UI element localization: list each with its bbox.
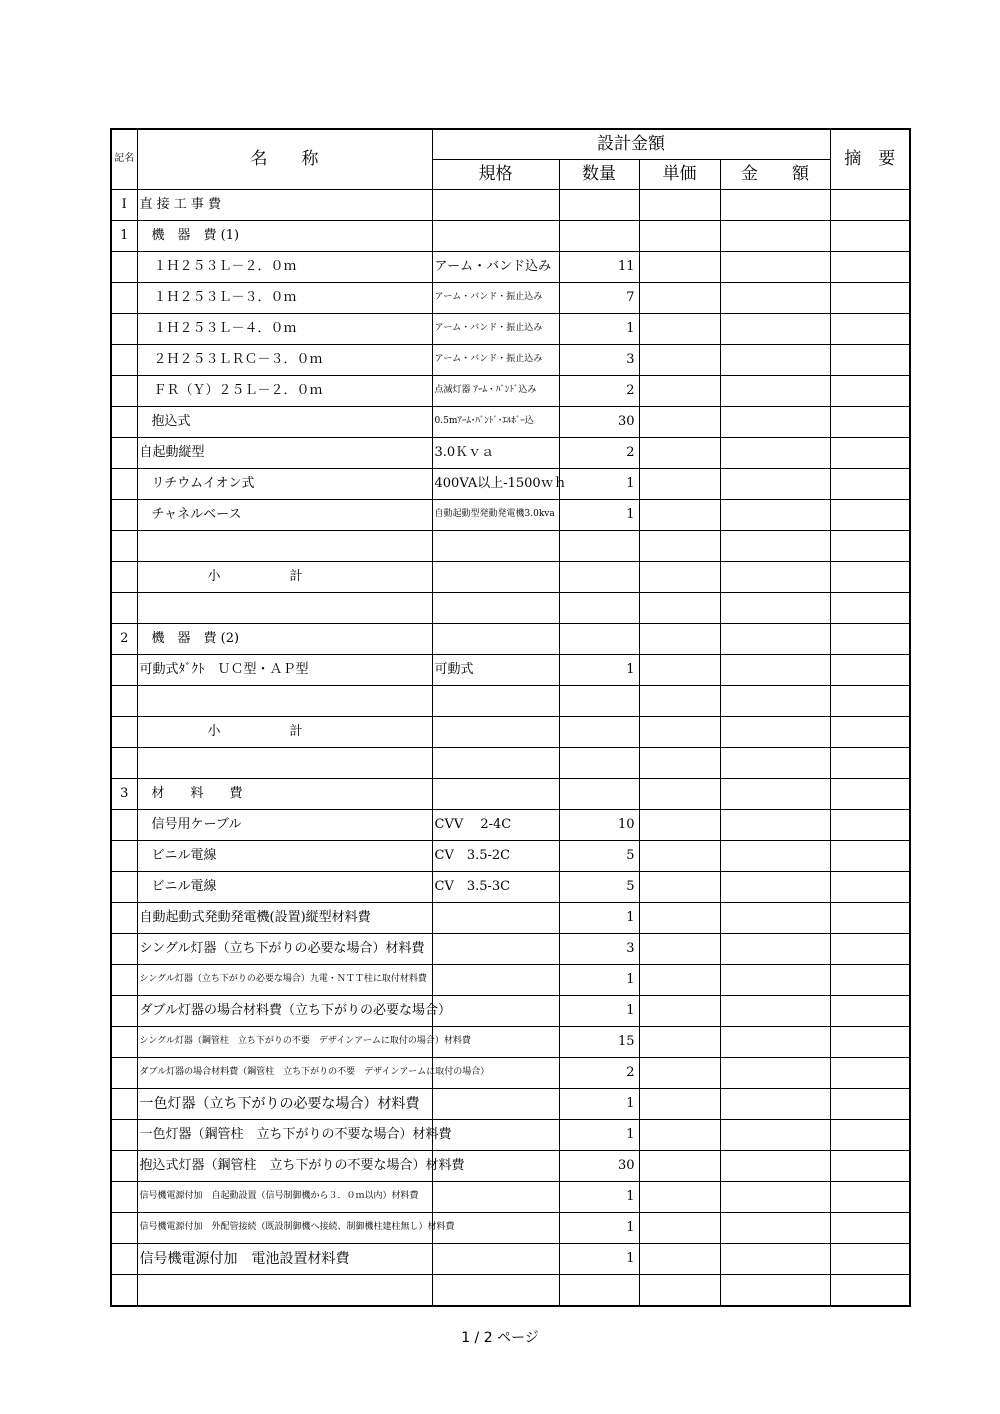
row-unit-price bbox=[639, 282, 720, 313]
row-spec bbox=[432, 1243, 559, 1274]
row-number bbox=[111, 654, 137, 685]
row-spec: CVV 2-4C bbox=[432, 809, 559, 840]
header-name: 名 称 bbox=[137, 129, 432, 189]
row-qty: 1 bbox=[559, 964, 639, 995]
page-indicator: 1 / 2 ページ bbox=[461, 1330, 539, 1346]
row-name bbox=[137, 747, 432, 778]
row-spec: 点滅灯器 ｱｰﾑ・ﾊﾞﾝﾄﾞ込み bbox=[432, 375, 559, 406]
row-amount bbox=[720, 592, 830, 623]
table-row bbox=[111, 1119, 910, 1150]
row-unit-price bbox=[639, 840, 720, 871]
row-unit-price bbox=[639, 1274, 720, 1306]
row-remarks bbox=[830, 375, 910, 406]
row-amount bbox=[720, 654, 830, 685]
table-row bbox=[111, 933, 910, 964]
row-number: 3 bbox=[111, 778, 137, 809]
row-spec bbox=[432, 530, 559, 561]
table-row bbox=[111, 1243, 910, 1274]
row-remarks bbox=[830, 1026, 910, 1057]
row-remarks bbox=[830, 189, 910, 220]
row-spec bbox=[432, 1274, 559, 1306]
header-kimei: 記名 bbox=[111, 129, 137, 189]
header-spec: 規格 bbox=[432, 159, 559, 189]
row-name: シングル灯器（立ち下がりの必要な場合）九電・ＮＴＴ柱に取付材料費 bbox=[137, 964, 432, 995]
row-qty: 1 bbox=[559, 468, 639, 499]
row-qty: 1 bbox=[559, 995, 639, 1026]
table-row bbox=[111, 778, 910, 809]
row-unit-price bbox=[639, 902, 720, 933]
row-amount bbox=[720, 1119, 830, 1150]
row-unit-price bbox=[639, 1181, 720, 1212]
row-qty: 1 bbox=[559, 1212, 639, 1243]
row-unit-price bbox=[639, 654, 720, 685]
row-qty: 2 bbox=[559, 1057, 639, 1088]
table-row bbox=[111, 840, 910, 871]
row-remarks bbox=[830, 344, 910, 375]
row-remarks bbox=[830, 1119, 910, 1150]
row-number bbox=[111, 809, 137, 840]
row-unit-price bbox=[639, 871, 720, 902]
row-name: 信号機電源付加 自起動設置（信号制御機から３．０ｍ以内）材料費 bbox=[137, 1181, 432, 1212]
row-unit-price bbox=[639, 592, 720, 623]
row-qty: 1 bbox=[559, 1119, 639, 1150]
row-spec: アーム・バンド・振止込み bbox=[432, 344, 559, 375]
table-row bbox=[111, 561, 910, 592]
row-number bbox=[111, 840, 137, 871]
row-remarks bbox=[830, 499, 910, 530]
row-number bbox=[111, 1088, 137, 1119]
row-amount bbox=[720, 530, 830, 561]
row-unit-price bbox=[639, 1119, 720, 1150]
row-name: ダブル灯器の場合材料費（鋼管柱 立ち下がりの不要 デザインアームに取付の場合） bbox=[137, 1057, 432, 1088]
row-number bbox=[111, 871, 137, 902]
row-qty: 10 bbox=[559, 809, 639, 840]
row-number bbox=[111, 902, 137, 933]
row-unit-price bbox=[639, 809, 720, 840]
table-row bbox=[111, 1274, 910, 1306]
row-amount bbox=[720, 809, 830, 840]
row-number bbox=[111, 1212, 137, 1243]
row-number bbox=[111, 716, 137, 747]
row-unit-price bbox=[639, 313, 720, 344]
row-spec: 400VA以上-1500ｗｈ bbox=[432, 468, 559, 499]
row-spec: アーム・バンド・振止込み bbox=[432, 313, 559, 344]
row-qty: 3 bbox=[559, 933, 639, 964]
row-name: ２Ｈ２５３ＬＲＣ－３．０ｍ bbox=[137, 344, 432, 375]
row-qty: 15 bbox=[559, 1026, 639, 1057]
row-amount bbox=[720, 406, 830, 437]
row-name: ビニル電線 bbox=[137, 871, 432, 902]
row-spec: CV 3.5-3C bbox=[432, 871, 559, 902]
row-qty: 2 bbox=[559, 437, 639, 468]
row-name bbox=[137, 530, 432, 561]
row-spec bbox=[432, 1088, 559, 1119]
row-unit-price bbox=[639, 437, 720, 468]
row-qty bbox=[559, 623, 639, 654]
row-remarks bbox=[830, 1150, 910, 1181]
row-name: リチウムイオン式 bbox=[137, 468, 432, 499]
table-row bbox=[111, 1212, 910, 1243]
row-number bbox=[111, 995, 137, 1026]
row-amount bbox=[720, 499, 830, 530]
row-unit-price bbox=[639, 964, 720, 995]
row-spec bbox=[432, 778, 559, 809]
row-remarks bbox=[830, 313, 910, 344]
table-row bbox=[111, 809, 910, 840]
row-number bbox=[111, 1150, 137, 1181]
row-spec: アーム・バンド・振止込み bbox=[432, 282, 559, 313]
row-unit-price bbox=[639, 1057, 720, 1088]
row-spec bbox=[432, 747, 559, 778]
row-unit-price bbox=[639, 1026, 720, 1057]
table-row bbox=[111, 189, 910, 220]
row-qty: 1 bbox=[559, 1088, 639, 1119]
row-remarks bbox=[830, 995, 910, 1026]
row-name: １Ｈ２５３Ｌ－４．０ｍ bbox=[137, 313, 432, 344]
row-amount bbox=[720, 778, 830, 809]
table-row bbox=[111, 964, 910, 995]
row-unit-price bbox=[639, 499, 720, 530]
row-remarks bbox=[830, 282, 910, 313]
row-number bbox=[111, 1243, 137, 1274]
row-number bbox=[111, 1057, 137, 1088]
row-unit-price bbox=[639, 189, 720, 220]
row-remarks bbox=[830, 251, 910, 282]
table-row bbox=[111, 499, 910, 530]
row-name: 一色灯器（鋼管柱 立ち下がりの不要な場合）材料費 bbox=[137, 1119, 432, 1150]
table-row bbox=[111, 530, 910, 561]
table-row bbox=[111, 654, 910, 685]
row-qty: 1 bbox=[559, 1181, 639, 1212]
row-qty: 1 bbox=[559, 902, 639, 933]
row-spec bbox=[432, 964, 559, 995]
row-spec bbox=[432, 592, 559, 623]
row-unit-price bbox=[639, 778, 720, 809]
row-number bbox=[111, 1274, 137, 1306]
row-remarks bbox=[830, 1088, 910, 1119]
row-spec: 3.0Ｋｖａ bbox=[432, 437, 559, 468]
row-number bbox=[111, 499, 137, 530]
row-spec bbox=[432, 685, 559, 716]
row-number bbox=[111, 1181, 137, 1212]
row-name: 直 接 工 事 費 bbox=[137, 189, 432, 220]
table-row bbox=[111, 1181, 910, 1212]
row-remarks bbox=[830, 809, 910, 840]
table-row bbox=[111, 1150, 910, 1181]
table-row bbox=[111, 685, 910, 716]
row-unit-price bbox=[639, 530, 720, 561]
row-amount bbox=[720, 1274, 830, 1306]
row-number bbox=[111, 344, 137, 375]
row-amount bbox=[720, 344, 830, 375]
row-name: 抱込式灯器（鋼管柱 立ち下がりの不要な場合）材料費 bbox=[137, 1150, 432, 1181]
row-spec: 0.5mｱｰﾑ･ﾊﾞﾝﾄﾞ･ｴﾙﾎﾞｰ込 bbox=[432, 406, 559, 437]
row-name: 抱込式 bbox=[137, 406, 432, 437]
row-remarks bbox=[830, 871, 910, 902]
estimate-table bbox=[110, 128, 911, 1307]
estimate-sheet bbox=[110, 128, 909, 1307]
row-qty bbox=[559, 189, 639, 220]
row-spec bbox=[432, 561, 559, 592]
row-name: 機 器 費 (1) bbox=[137, 220, 432, 251]
table-row bbox=[111, 375, 910, 406]
row-qty bbox=[559, 220, 639, 251]
row-amount bbox=[720, 1057, 830, 1088]
row-number bbox=[111, 313, 137, 344]
row-remarks bbox=[830, 933, 910, 964]
row-name: 信号機電源付加 外配管接続（既設制御機へ接続、制御機柱建柱無し）材料費 bbox=[137, 1212, 432, 1243]
row-unit-price bbox=[639, 406, 720, 437]
row-qty bbox=[559, 530, 639, 561]
row-name: 一色灯器（立ち下がりの必要な場合）材料費 bbox=[137, 1088, 432, 1119]
row-name: シングル灯器（鋼管柱 立ち下がりの不要 デザインアームに取付の場合）材料費 bbox=[137, 1026, 432, 1057]
row-number bbox=[111, 406, 137, 437]
row-amount bbox=[720, 623, 830, 654]
row-number: 1 bbox=[111, 220, 137, 251]
row-qty: 1 bbox=[559, 654, 639, 685]
row-remarks bbox=[830, 623, 910, 654]
row-remarks bbox=[830, 1274, 910, 1306]
table-row bbox=[111, 871, 910, 902]
table-row bbox=[111, 995, 910, 1026]
row-remarks bbox=[830, 561, 910, 592]
row-amount bbox=[720, 840, 830, 871]
row-spec bbox=[432, 1181, 559, 1212]
row-qty bbox=[559, 778, 639, 809]
row-name: 小 計 bbox=[137, 716, 432, 747]
row-number bbox=[111, 592, 137, 623]
row-qty bbox=[559, 716, 639, 747]
row-qty: 3 bbox=[559, 344, 639, 375]
row-qty: 11 bbox=[559, 251, 639, 282]
table-row bbox=[111, 1057, 910, 1088]
row-amount bbox=[720, 964, 830, 995]
row-name: チャネルベース bbox=[137, 499, 432, 530]
row-unit-price bbox=[639, 623, 720, 654]
row-number bbox=[111, 747, 137, 778]
row-number bbox=[111, 437, 137, 468]
row-spec bbox=[432, 623, 559, 654]
row-remarks bbox=[830, 530, 910, 561]
row-amount bbox=[720, 561, 830, 592]
row-spec: CV 3.5-2C bbox=[432, 840, 559, 871]
row-qty: 30 bbox=[559, 1150, 639, 1181]
row-amount bbox=[720, 313, 830, 344]
header-remarks: 摘 要 bbox=[830, 129, 910, 189]
row-remarks bbox=[830, 592, 910, 623]
row-qty: 5 bbox=[559, 840, 639, 871]
row-amount bbox=[720, 1150, 830, 1181]
table-row bbox=[111, 468, 910, 499]
row-amount bbox=[720, 995, 830, 1026]
row-name: １Ｈ２５３Ｌ－２．０ｍ bbox=[137, 251, 432, 282]
row-name bbox=[137, 592, 432, 623]
table-row bbox=[111, 313, 910, 344]
header-unit-price: 単価 bbox=[639, 159, 720, 189]
row-remarks bbox=[830, 840, 910, 871]
row-remarks bbox=[830, 406, 910, 437]
row-name: ＦＲ（Ｙ）２５Ｌ－２．０ｍ bbox=[137, 375, 432, 406]
row-amount bbox=[720, 902, 830, 933]
row-qty bbox=[559, 592, 639, 623]
table-row bbox=[111, 282, 910, 313]
row-amount bbox=[720, 1026, 830, 1057]
table-row bbox=[111, 1088, 910, 1119]
row-amount bbox=[720, 468, 830, 499]
row-unit-price bbox=[639, 933, 720, 964]
row-qty: 1 bbox=[559, 499, 639, 530]
row-amount bbox=[720, 1243, 830, 1274]
row-qty: 7 bbox=[559, 282, 639, 313]
row-amount bbox=[720, 1181, 830, 1212]
row-name: 材 料 費 bbox=[137, 778, 432, 809]
header-amount: 金 額 bbox=[720, 159, 830, 189]
row-amount bbox=[720, 282, 830, 313]
table-row bbox=[111, 220, 910, 251]
row-number bbox=[111, 282, 137, 313]
row-spec bbox=[432, 933, 559, 964]
row-remarks bbox=[830, 468, 910, 499]
row-number: Ⅰ bbox=[111, 189, 137, 220]
row-qty bbox=[559, 1274, 639, 1306]
row-unit-price bbox=[639, 716, 720, 747]
row-unit-price bbox=[639, 561, 720, 592]
row-number: 2 bbox=[111, 623, 137, 654]
row-unit-price bbox=[639, 1150, 720, 1181]
table-row bbox=[111, 747, 910, 778]
row-qty: 5 bbox=[559, 871, 639, 902]
row-unit-price bbox=[639, 251, 720, 282]
row-name: 信号用ケーブル bbox=[137, 809, 432, 840]
row-spec bbox=[432, 220, 559, 251]
row-spec: アーム・バンド込み bbox=[432, 251, 559, 282]
row-name: １Ｈ２５３Ｌ－３．０ｍ bbox=[137, 282, 432, 313]
row-qty bbox=[559, 561, 639, 592]
row-remarks bbox=[830, 1057, 910, 1088]
table-row bbox=[111, 251, 910, 282]
row-number bbox=[111, 375, 137, 406]
row-amount bbox=[720, 747, 830, 778]
row-spec bbox=[432, 189, 559, 220]
row-remarks bbox=[830, 747, 910, 778]
row-name: 小 計 bbox=[137, 561, 432, 592]
row-qty: 30 bbox=[559, 406, 639, 437]
row-spec bbox=[432, 995, 559, 1026]
row-number bbox=[111, 1119, 137, 1150]
row-amount bbox=[720, 189, 830, 220]
row-amount bbox=[720, 716, 830, 747]
row-unit-price bbox=[639, 685, 720, 716]
row-unit-price bbox=[639, 344, 720, 375]
row-unit-price bbox=[639, 375, 720, 406]
row-unit-price bbox=[639, 220, 720, 251]
table-row bbox=[111, 623, 910, 654]
row-unit-price bbox=[639, 995, 720, 1026]
row-number bbox=[111, 561, 137, 592]
header-design-amount: 設計金額 bbox=[432, 129, 830, 159]
row-spec bbox=[432, 716, 559, 747]
row-amount bbox=[720, 1212, 830, 1243]
table-row bbox=[111, 902, 910, 933]
row-remarks bbox=[830, 964, 910, 995]
row-qty bbox=[559, 685, 639, 716]
row-amount bbox=[720, 1088, 830, 1119]
table-row bbox=[111, 437, 910, 468]
row-number bbox=[111, 1026, 137, 1057]
row-unit-price bbox=[639, 747, 720, 778]
row-remarks bbox=[830, 654, 910, 685]
row-spec: 可動式 bbox=[432, 654, 559, 685]
row-remarks bbox=[830, 778, 910, 809]
row-amount bbox=[720, 685, 830, 716]
row-name: 信号機電源付加 電池設置材料費 bbox=[137, 1243, 432, 1274]
row-name: 機 器 費 (2) bbox=[137, 623, 432, 654]
row-unit-price bbox=[639, 1088, 720, 1119]
row-amount bbox=[720, 375, 830, 406]
table-row bbox=[111, 592, 910, 623]
row-qty bbox=[559, 747, 639, 778]
row-qty: 1 bbox=[559, 1243, 639, 1274]
row-amount bbox=[720, 933, 830, 964]
row-amount bbox=[720, 251, 830, 282]
row-name: ビニル電線 bbox=[137, 840, 432, 871]
row-number bbox=[111, 964, 137, 995]
row-qty: 2 bbox=[559, 375, 639, 406]
row-name bbox=[137, 1274, 432, 1306]
row-number bbox=[111, 685, 137, 716]
row-spec: 自動起動型発動発電機3.0kva bbox=[432, 499, 559, 530]
row-name bbox=[137, 685, 432, 716]
row-unit-price bbox=[639, 468, 720, 499]
row-unit-price bbox=[639, 1243, 720, 1274]
row-name: ダブル灯器の場合材料費（立ち下がりの必要な場合） bbox=[137, 995, 432, 1026]
row-remarks bbox=[830, 685, 910, 716]
table-row bbox=[111, 1026, 910, 1057]
row-name: シングル灯器（立ち下がりの必要な場合）材料費 bbox=[137, 933, 432, 964]
row-spec bbox=[432, 902, 559, 933]
row-remarks bbox=[830, 1181, 910, 1212]
row-remarks bbox=[830, 1212, 910, 1243]
row-qty: 1 bbox=[559, 313, 639, 344]
table-row bbox=[111, 406, 910, 437]
table-row bbox=[111, 716, 910, 747]
row-number bbox=[111, 530, 137, 561]
row-name: 自動起動式発動発電機(設置)縦型材料費 bbox=[137, 902, 432, 933]
row-amount bbox=[720, 437, 830, 468]
row-amount bbox=[720, 220, 830, 251]
row-amount bbox=[720, 871, 830, 902]
row-number bbox=[111, 933, 137, 964]
row-number bbox=[111, 251, 137, 282]
row-remarks bbox=[830, 220, 910, 251]
row-remarks bbox=[830, 716, 910, 747]
row-name: 自起動縦型 bbox=[137, 437, 432, 468]
row-remarks bbox=[830, 1243, 910, 1274]
row-remarks bbox=[830, 437, 910, 468]
table-row bbox=[111, 344, 910, 375]
row-number bbox=[111, 468, 137, 499]
row-remarks bbox=[830, 902, 910, 933]
row-name: 可動式ﾀﾞｸﾄ ＵＣ型・ＡＰ型 bbox=[137, 654, 432, 685]
row-unit-price bbox=[639, 1212, 720, 1243]
header-qty: 数量 bbox=[559, 159, 639, 189]
